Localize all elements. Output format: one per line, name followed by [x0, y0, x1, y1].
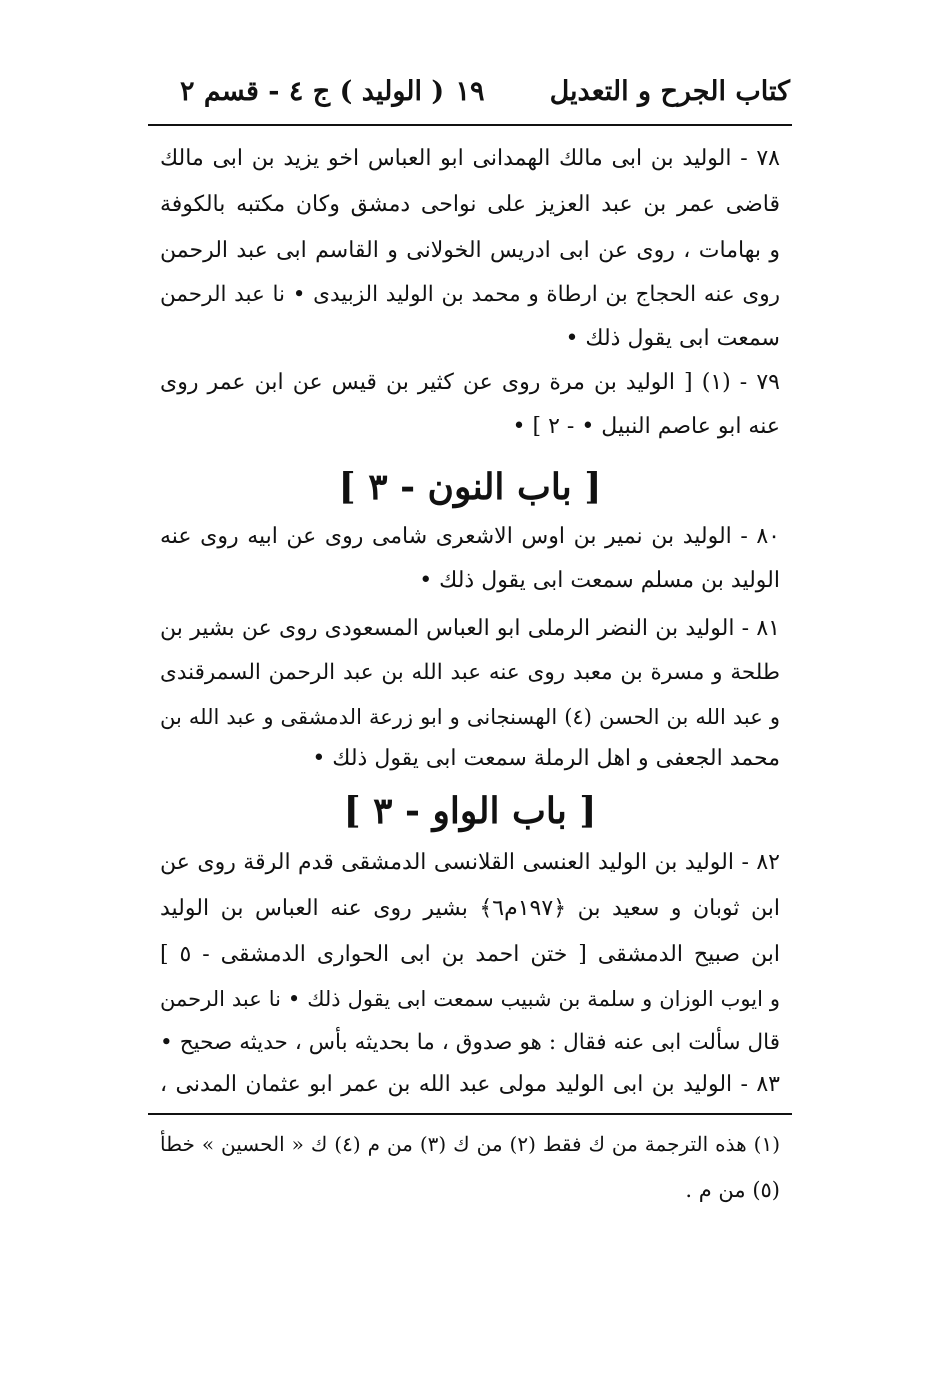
entry-82-line-3: ابن صبيح الدمشقى [ ختن احمد بن ابى الحوارى الدمشقى - ٥ ] [160, 942, 780, 967]
footnote-rule [148, 1113, 792, 1115]
entry-81-line-2: طلحة و مسرة بن معبد روى عنه عبد الله بن عبد الرحمن السمرقندى [160, 660, 780, 685]
footnote-line-1: (١) هذه الترجمة من ك فقط (٢) من ك (٣) من م (٤) ك « الحسين » خطأ [160, 1132, 780, 1156]
entry-80-line-1: ٨٠ - الوليد بن نمير بن اوس الاشعرى شامى روى عن ابيه روى عنه [160, 524, 780, 549]
entry-79-line-2: عنه ابو عاصم النبيل • - ٢ ] • [512, 414, 780, 439]
volume-section-label: ( الوليد ) ج ٤ - قسم ٢ [180, 76, 445, 107]
footnote-line-2: (٥) من م . [685, 1178, 780, 1202]
entry-78-line-3: و بهامات ، روى عن ابى ادريس الخولانى و القاسم ابى عبد الرحمن [160, 238, 780, 263]
entry-82-line-2: ابن ثوبان و سعيد بن ﴿١٩٧م٦﴾ بشير روى عنه العباس بن الوليد [160, 896, 780, 921]
entry-78-line-1: ٧٨ - الوليد بن ابى مالك الهمدانى ابو العباس اخو يزيد بن ابى مالك [160, 146, 780, 171]
entry-82-line-5: قال سألت ابى عنه فقال : هو صدوق ، ما بحديثه بأس ، حديثه صحيح • [160, 1030, 780, 1055]
entry-78-line-4: روى عنه الحجاج بن ارطاة و محمد بن الوليد الزبيدى • نا عبد الرحمن [160, 282, 780, 307]
entry-81-line-3: و عبد الله بن الحسن (٤) الهسنجانى و ابو زرعة الدمشقى و عبد الله بن [160, 705, 780, 729]
entry-79-line-1: ٧٩ - (١) [ الوليد بن مرة روى عن كثير بن قيس عن ابن عمر روى [160, 370, 780, 395]
entry-80-line-2: الوليد بن مسلم سمعت ابى يقول ذلك • [419, 568, 780, 593]
page-number: ١٩ [455, 76, 485, 107]
running-header [150, 72, 790, 120]
entry-82-line-1: ٨٢ - الوليد بن الوليد العنسى القلانسى الدمشقى قدم الرقة روى عن [160, 850, 780, 875]
entry-82-line-4: و ايوب الوزان و سلمة بن شبيب سمعت ابى يقول ذلك • نا عبد الرحمن [160, 987, 780, 1011]
entry-83-line-1: ٨٣ - الوليد بن ابى الوليد مولى عبد الله بن عمر ابو عثمان المدنى ، [160, 1072, 780, 1097]
entry-81-line-4: محمد الجعفى و اهل الرملة سمعت ابى يقول ذلك • [312, 746, 780, 771]
header-rule [148, 124, 792, 126]
section-heading-waw: [ باب الواو - ٣ ] [343, 790, 597, 832]
entry-78-line-5: سمعت ابى يقول ذلك • [565, 326, 780, 351]
entry-81-line-1: ٨١ - الوليد بن النضر الرملى ابو العباس المسعودى روى عن بشير بن [160, 616, 780, 641]
section-heading-nun: [ باب النون - ٣ ] [338, 466, 602, 508]
entry-78-line-2: قاضى عمر بن عبد العزيز على نواحى دمشق وكان مكتبه بالكوفة [160, 192, 780, 217]
book-title: كتاب الجرح و التعديل [549, 76, 790, 107]
